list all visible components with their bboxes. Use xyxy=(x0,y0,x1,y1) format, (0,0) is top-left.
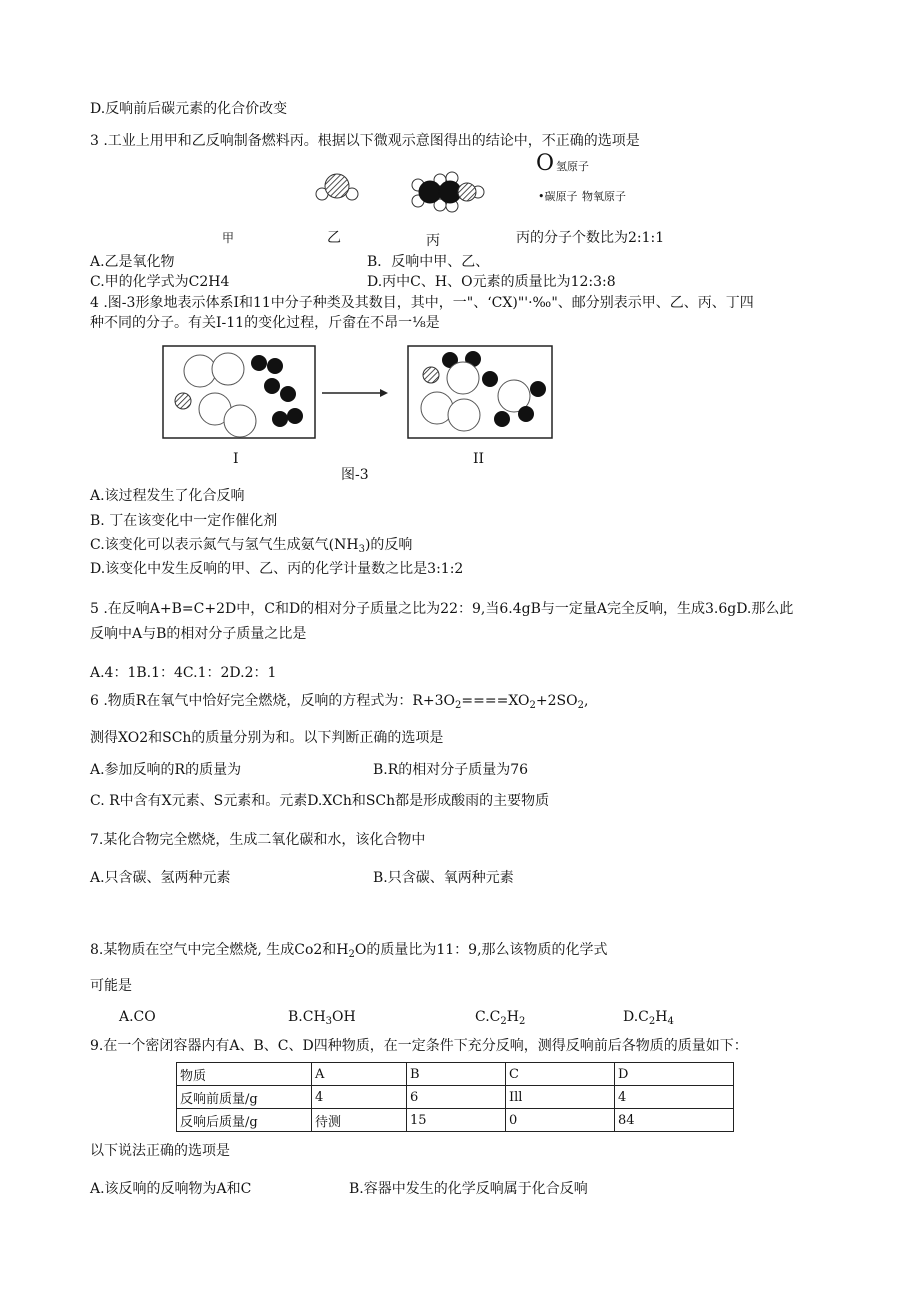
table-cell: 4 xyxy=(312,1086,407,1109)
q3-legend-hydrogen: 氢原子 xyxy=(556,160,589,173)
q6-option-c: C. R中含有X元素、S元素和。元素D.XCh和SCh都是形成酸雨的主要物质 xyxy=(90,793,550,809)
q3-legend-oxygen: 物氧原子 xyxy=(582,190,626,203)
table-header-cell: 物质 xyxy=(177,1063,312,1086)
q6-stem: 6 .物质R在氧气中恰好完全燃烧，反响的方程式为：$R+3O_2====XO_2+2SO_2$, xyxy=(90,693,589,711)
q5-options: A.4：1B.1：4C.1：2D.2：1 xyxy=(90,665,277,681)
table-row xyxy=(177,1109,734,1132)
q3-option-b-cont: 丙的分子个数比为2:1:1 xyxy=(516,230,665,246)
q4-option-a: A.该过程发生了化合反响 xyxy=(90,488,245,504)
q6-line2: 测得XO2和SCh的质量分别为和。以下判断正确的选项是 xyxy=(90,730,444,746)
q5-stem-line2: 反响中A与B的相对分子质量之比是 xyxy=(90,626,307,642)
q9-option-a: A.该反响的反响物为A和C xyxy=(90,1181,252,1197)
q3-option-b: B．反响中甲、乙、 xyxy=(367,254,490,270)
q3-stem: 3 .工业上用甲和乙反响制备燃料丙。根据以下微观示意图得出的结论中，不正确的选项是 xyxy=(90,133,640,149)
q4-stem-line2: 种不同的分子。有关I-11的变化过程，斤畲在不昂一⅛是 xyxy=(90,315,440,331)
q4-figure-caption: 图-3 xyxy=(341,467,369,483)
table-cell: 0 xyxy=(506,1109,615,1132)
q4-box1-label: I xyxy=(233,451,239,467)
table-header-row xyxy=(177,1063,734,1086)
q9-after: 以下说法正确的选项是 xyxy=(90,1143,230,1159)
q4-figure xyxy=(0,0,920,480)
table-cell: 6 xyxy=(407,1086,506,1109)
q4-stem-line1: 4 .图-3形象地表示体系I和11中分子种类及其数目，其中，一"、‘CX)"'·‰"、邮分别表示甲、乙、丙、丁四 xyxy=(90,295,754,311)
q7-option-b: B.只含碳、氧两种元素 xyxy=(373,870,514,886)
table-header-cell: D xyxy=(615,1063,734,1086)
q9-option-b: B.容器中发生的化学反响属于化合反响 xyxy=(349,1181,588,1197)
q8-option-a: A.CO xyxy=(119,1009,156,1025)
table-cell: 待测 xyxy=(312,1109,407,1132)
q3-option-c: C.甲的化学式为C2H4 xyxy=(90,274,230,290)
q5-stem-line1: 5 .在反响A+B=C+2D中，C和D的相对分子质量之比为22：9,当6.4gB与一定量A完全反响，生成3.6gD.那么此 xyxy=(90,601,794,617)
table-cell: 反响后质量/g xyxy=(177,1109,312,1132)
q4-option-c: C.该变化可以表示氮气与氢气生成氨气$(NH_3)$的反响 xyxy=(90,537,413,555)
q8-option-d: $D.C_2H_4$ xyxy=(623,1009,674,1027)
table-cell: 15 xyxy=(407,1109,506,1132)
table-cell: 4 xyxy=(615,1086,734,1109)
q8-option-c: $C.C_2H_2$ xyxy=(475,1009,526,1027)
q6-option-a: A.参加反响的R的质量为 xyxy=(90,762,242,778)
q3-option-d: D.丙中C、H、O元素的质量比为12:3:8 xyxy=(367,274,616,290)
table-cell: Ill xyxy=(506,1086,615,1109)
q3-label-bing: 丙 xyxy=(426,233,440,249)
q3-legend-o-symbol: O xyxy=(536,151,555,176)
table-row xyxy=(177,1086,734,1109)
table-cell: 84 xyxy=(615,1109,734,1132)
q3-label-jia: 甲 xyxy=(222,231,235,245)
table-header-cell: C xyxy=(506,1063,615,1086)
table-cell: 反响前质量/g xyxy=(177,1086,312,1109)
q7-stem: 7.某化合物完全燃烧，生成二氧化碳和水，该化合物中 xyxy=(90,832,426,848)
q8-stem-line1: 8.某物质在空气中完全燃烧, 生成Co2和$H_2O$的质量比为11：9,那么该物质的化学式 xyxy=(90,942,608,960)
q8-option-b: $B.CH_3OH$ xyxy=(288,1009,356,1027)
q8-stem-line2: 可能是 xyxy=(90,978,132,994)
q4-box2-label: II xyxy=(473,451,485,467)
q3-legend-carbon: •碳原子 xyxy=(538,190,578,203)
table-header-cell: B xyxy=(407,1063,506,1086)
q9-mass-table xyxy=(176,1062,734,1132)
q2-option-d: D.反响前后碳元素的化合价改变 xyxy=(90,101,288,117)
q9-stem: 9.在一个密闭容器内有A、B、C、D四种物质，在一定条件下充分反响，测得反响前后各物质的质量如下： xyxy=(90,1038,748,1054)
table-header-cell: A xyxy=(312,1063,407,1086)
q4-option-b: B. 丁在该变化中一定作催化剂 xyxy=(90,513,278,529)
q4-option-d: D.该变化中发生反响的甲、乙、丙的化学计量数之比是3:1:2 xyxy=(90,561,464,577)
q3-option-a: A.乙是氧化物 xyxy=(90,254,175,270)
q6-option-b: B.R的相对分子质量为76 xyxy=(373,762,529,778)
q3-label-yi: 乙 xyxy=(327,230,341,246)
q7-option-a: A.只含碳、氢两种元素 xyxy=(90,870,231,886)
